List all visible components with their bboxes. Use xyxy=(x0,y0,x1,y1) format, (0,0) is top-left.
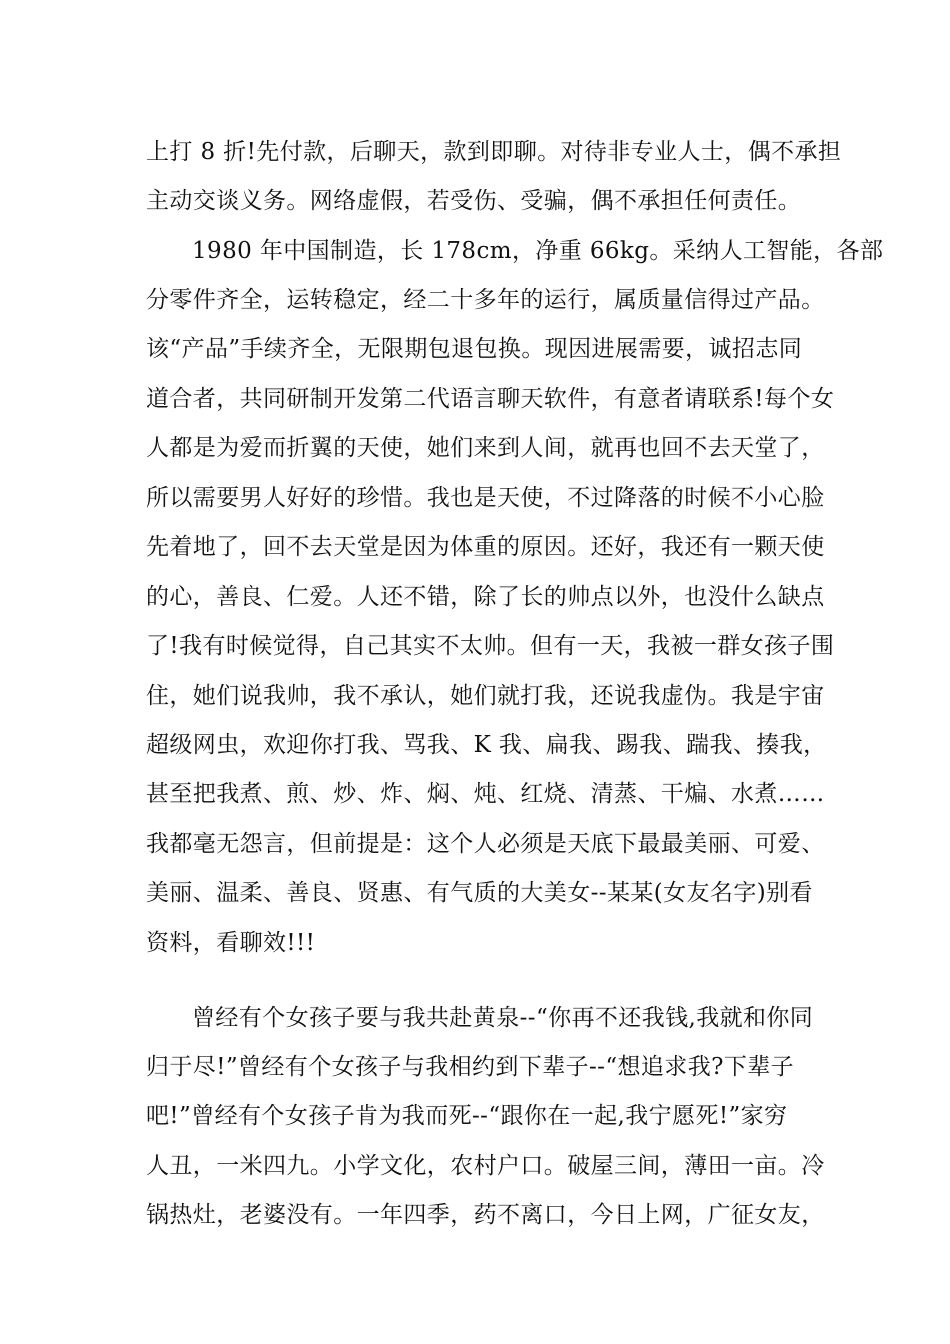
text-line: 上打 8 折!先付款，后聊天，款到即聊。对待非专业人士，偶不承担 xyxy=(146,139,842,165)
text-line: 先着地了，回不去天堂是因为体重的原因。还好，我还有一颗天使 xyxy=(146,534,825,560)
text-line: 了!我有时候觉得，自己其实不太帅。但有一天，我被一群女孩子围 xyxy=(146,633,835,659)
text-line: 吧!”曾经有个女孩子肯为我而死--“跟你在一起,我宁愿死!”家穷 xyxy=(146,1103,788,1129)
paragraph-start-line: 1980 年中国制造，长 178cm，净重 66kg。采纳人工智能，各部 xyxy=(192,238,884,264)
text-line: 人都是为爱而折翼的天使，她们来到人间，就再也回不去天堂了， xyxy=(146,435,825,461)
text-line: 该“产品”手续齐全，无限期包退包换。现因进展需要，诚招志同 xyxy=(146,336,803,362)
text-line: 甚至把我煮、煎、炒、炸、焖、炖、红烧、清蒸、干煸、水煮…… xyxy=(146,781,825,807)
text-line: 人丑，一米四九。小学文化，农村户口。破屋三间，薄田一亩。冷 xyxy=(146,1153,825,1179)
text-line: 的心，善良、仁爱。人还不错，除了长的帅点以外，也没什么缺点 xyxy=(146,584,825,610)
text-line: 超级网虫，欢迎你打我、骂我、K 我、扁我、踢我、踹我、揍我， xyxy=(146,732,827,758)
text-line: 道合者，共同研制开发第二代语言聊天软件，有意者请联系!每个女 xyxy=(146,386,835,412)
text-line: 我都毫无怨言，但前提是：这个人必须是天底下最最美丽、可爱、 xyxy=(146,831,825,857)
text-line: 锅热灶，老婆没有。一年四季，药不离口，今日上网，广征女友， xyxy=(146,1202,825,1228)
text-line: 住，她们说我帅，我不承认，她们就打我，还说我虚伪。我是宇宙 xyxy=(146,683,825,709)
text-line: 归于尽!”曾经有个女孩子与我相约到下辈子--“想追求我?下辈子 xyxy=(146,1054,795,1080)
text-line: 美丽、温柔、善良、贤惠、有气质的大美女--某某(女友名字)别看 xyxy=(146,880,813,906)
paragraph-start-line: 曾经有个女孩子要与我共赴黄泉--“你再不还我钱,我就和你同 xyxy=(192,1005,814,1031)
text-line: 所以需要男人好好的珍惜。我也是天使，不过降落的时候不小心脸 xyxy=(146,485,825,511)
text-line: 分零件齐全，运转稳定，经二十多年的运行，属质量信得过产品。 xyxy=(146,287,825,313)
text-line: 资料，看聊效!!! xyxy=(146,930,316,956)
text-line: 主动交谈义务。网络虚假，若受伤、受骗，偶不承担任何责任。 xyxy=(146,188,802,214)
